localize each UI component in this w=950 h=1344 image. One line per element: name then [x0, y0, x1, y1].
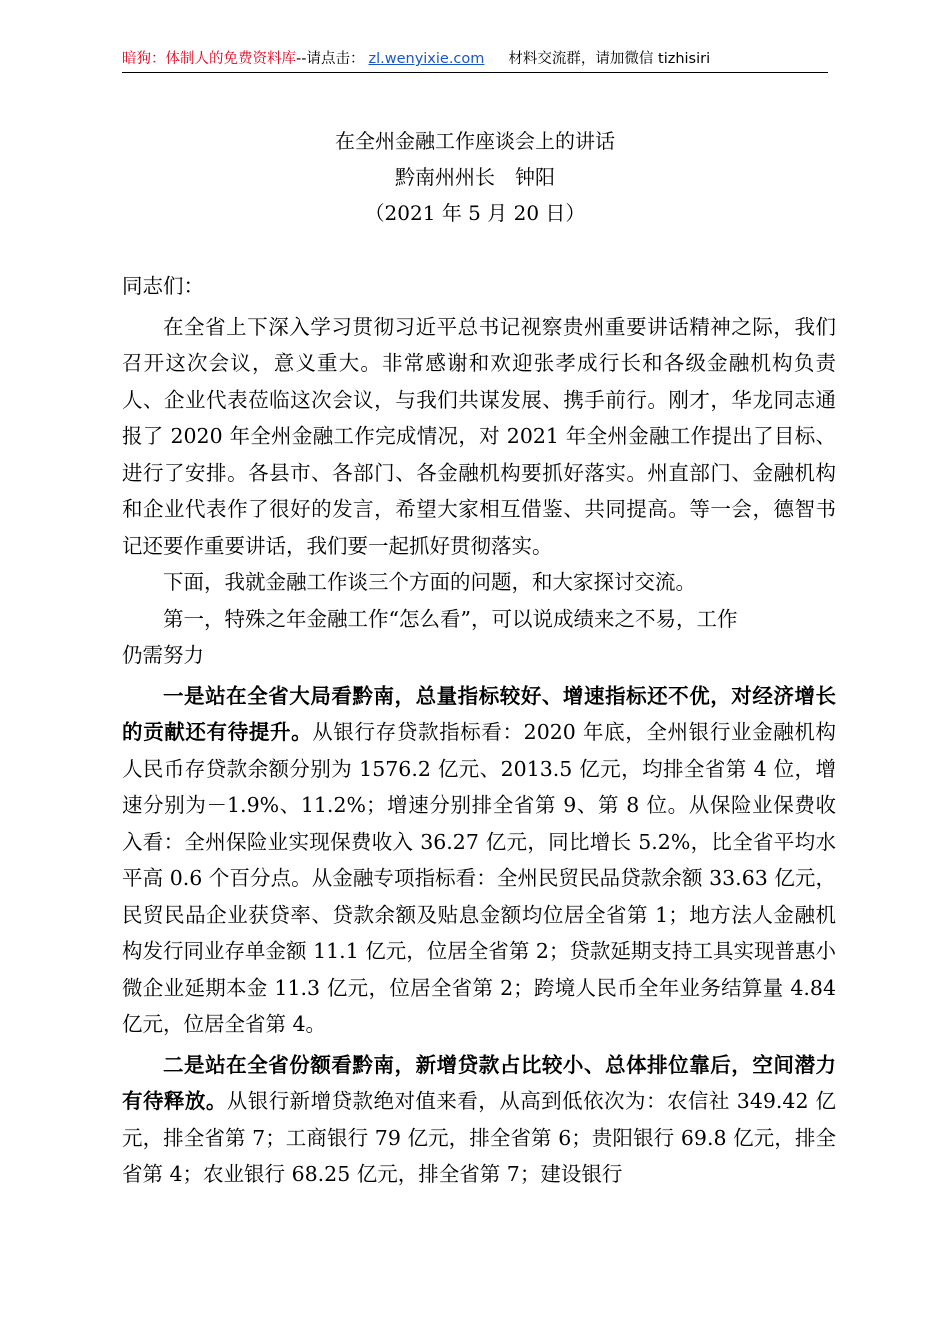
salutation: 同志们： [122, 274, 204, 298]
section-heading-1-line2: 仍需努力 [122, 643, 204, 667]
brand-text: 暗狗：体制人的免费资料库 [122, 51, 296, 67]
paragraph-point-1 [122, 678, 836, 1043]
point-1-text: 从银行存贷款指标看：2020 年底，全州银行业金融机构人民币存贷款余额分别为 1576.2 亿元、2013.5 亿元，均排全省第 4 位，增速分别为－1.9%、11.2%；增速分别排全省第 9、第 8 位。从保险业保费收入看：全州保险业实现保费收入 36.27 亿元，同比增长 5.2%，比全省平均水平高 0.6 个百分点。从金融专项指标看：全州民贸民品贷款余额 33.63 亿元，民贸民品企业获贷率、贷款余额及贴息金额均位居全省第 1；地方法人金融机构发行同业存单金额 11.1 亿元，位居全省第 2；贷款延期支持工具实现普惠小微企业延期本金 11.3 亿元，位居全省第 2；跨境人民币全年业务结算量 4.84 亿元，位居全省第 4。 [122, 720, 837, 1036]
site-link[interactable]: zl.wenyixie.com [368, 51, 485, 67]
paragraph-point-2 [122, 1047, 836, 1193]
wechat-contact: 材料交流群，请加微信 tizhisiri [508, 51, 711, 67]
point-1-lead: 一是站在全省大局看黔南，总量指标较好、增速指标还不优，对经济增长的贡献还有待提升。 [122, 683, 836, 744]
top-banner [122, 48, 828, 72]
point-2-text: 从银行新增贷款绝对值来看，从高到低依次为：农信社 349.42 亿元，排全省第 7；工商银行 79 亿元，排全省第 6；贵阳银行 69.8 亿元，排全省第 4；农业银行 68.25 亿元，排全省第 7；建设银行 [122, 1089, 836, 1186]
doc-date: （2021 年 5 月 20 日） [364, 201, 586, 225]
section-heading-1-line1: 第一，特殊之年金融工作“怎么看”，可以说成绩来之不易，工作 [163, 606, 738, 631]
header-divider [122, 72, 828, 73]
doc-body [122, 268, 836, 1193]
click-prompt: --请点击： [296, 51, 365, 67]
paragraph-intro: 在全省上下深入学习贯彻习近平总书记视察贵州重要讲话精神之际，我们召开这次会议，意义重大。非常感谢和欢迎张孝成行长和各级金融机构负责人、企业代表莅临这次会议，与我们共谋发展、携手前行。刚才，华龙同志通报了 2020 年全州金融工作完成情况，对 2021 年全州金融工作提出了目标、进行了安排。各县市、各部门、各金融机构要抓好落实。州直部门、金融机构和企业代表作了很好的发言，希望大家相互借鉴、共同提高。等一会，德智书记还要作重要讲话，我们要一起抓好贯彻落实。 [122, 314, 836, 558]
doc-speaker: 黔南州州长 钟阳 [395, 165, 555, 189]
doc-title: 在全州金融工作座谈会上的讲话 [335, 129, 615, 153]
point-2-lead: 二是站在全省份额看黔南，新增贷款占比较小、总体排位靠后，空间潜力有待释放。 [122, 1052, 836, 1113]
paragraph-topics: 下面，我就金融工作谈三个方面的问题，和大家探讨交流。 [163, 570, 696, 594]
